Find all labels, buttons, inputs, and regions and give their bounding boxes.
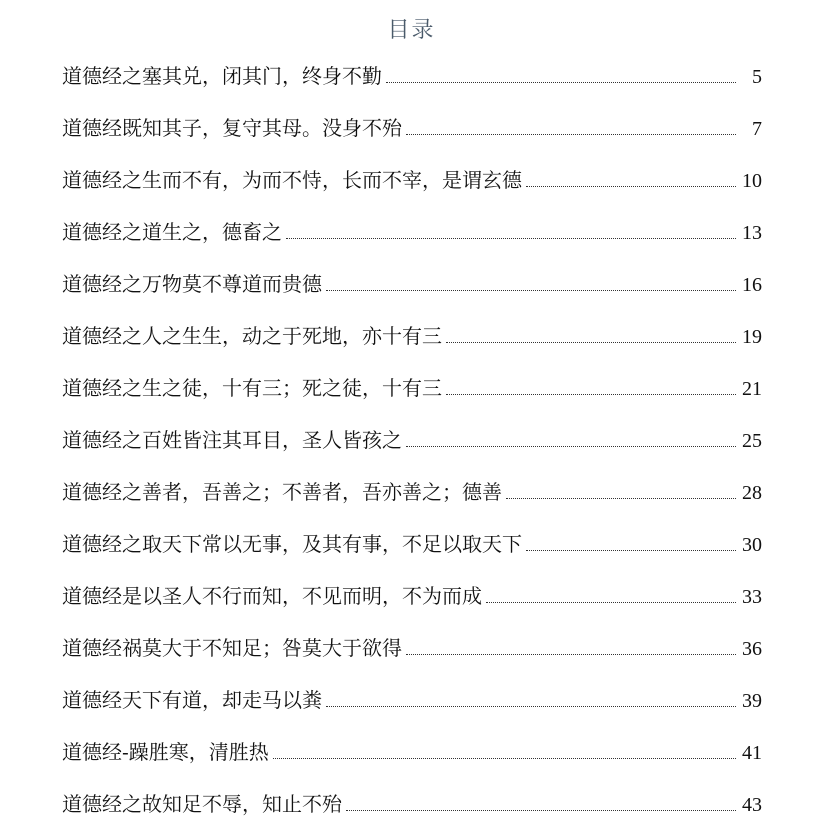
toc-dot-leader <box>286 237 736 239</box>
toc-entry[interactable] <box>62 476 762 528</box>
toc-entry[interactable] <box>62 112 762 164</box>
toc-entry-page[interactable]: 25 <box>742 430 762 452</box>
toc-dot-leader <box>506 497 736 499</box>
toc-entry-page[interactable]: 30 <box>742 534 762 556</box>
toc-entry-page[interactable]: 28 <box>742 482 762 504</box>
toc-dot-leader <box>526 185 736 187</box>
toc-entry[interactable] <box>62 580 762 632</box>
toc-dot-leader <box>406 653 736 655</box>
toc-entry-page[interactable]: 39 <box>742 690 762 712</box>
toc-entry-title[interactable]: 道德经是以圣人不行而知，不见而明，不为而成 <box>62 584 482 608</box>
toc-entry-title[interactable]: 道德经既知其子，复守其母。没身不殆 <box>62 116 402 140</box>
toc-dot-leader <box>346 809 736 811</box>
toc-dot-leader <box>326 705 736 707</box>
toc-entry[interactable] <box>62 424 762 476</box>
toc-entry-page[interactable]: 41 <box>742 742 762 764</box>
toc-dot-leader <box>326 289 736 291</box>
toc-entry-title[interactable]: 道德经之生而不有，为而不恃，长而不宰，是谓玄德 <box>62 168 522 192</box>
toc-entry[interactable] <box>62 164 762 216</box>
toc-entry-page[interactable]: 7 <box>752 118 762 140</box>
toc-entry[interactable] <box>62 268 762 320</box>
toc-entry-page[interactable]: 36 <box>742 638 762 660</box>
toc-entry-title[interactable]: 道德经天下有道，却走马以粪 <box>62 688 322 712</box>
toc-dot-leader <box>446 341 736 343</box>
toc-entry-page[interactable]: 10 <box>742 170 762 192</box>
toc-dot-leader <box>386 81 736 83</box>
toc-entry[interactable] <box>62 372 762 424</box>
toc-entry-title[interactable]: 道德经之取天下常以无事，及其有事，不足以取天下 <box>62 532 522 556</box>
toc-dot-leader <box>406 445 736 447</box>
toc-entry-title[interactable]: 道德经-躁胜寒，清胜热 <box>62 740 269 764</box>
toc-dot-leader <box>486 601 736 603</box>
toc-entry-title[interactable]: 道德经之万物莫不尊道而贵德 <box>62 272 322 296</box>
toc-entry-page[interactable]: 16 <box>742 274 762 296</box>
toc-dot-leader <box>273 757 736 759</box>
toc-entry[interactable] <box>62 788 762 840</box>
toc-entry-page[interactable]: 13 <box>742 222 762 244</box>
toc-entry-page[interactable]: 33 <box>742 586 762 608</box>
page-title: 目录 <box>387 18 436 43</box>
toc-entry-title[interactable]: 道德经之善者，吾善之；不善者，吾亦善之；德善 <box>62 480 502 504</box>
toc-entry-page[interactable]: 43 <box>742 794 762 816</box>
table-of-contents <box>62 60 762 840</box>
toc-dot-leader <box>406 133 736 135</box>
toc-entry-title[interactable]: 道德经之人之生生，动之于死地，亦十有三 <box>62 324 442 348</box>
toc-entry-title[interactable]: 道德经之故知足不辱，知止不殆 <box>62 792 342 816</box>
toc-entry-page[interactable]: 21 <box>742 378 762 400</box>
toc-entry-title[interactable]: 道德经之百姓皆注其耳目，圣人皆孩之 <box>62 428 402 452</box>
toc-entry-title[interactable]: 道德经之道生之，德畜之 <box>62 220 282 244</box>
toc-entry-page[interactable]: 5 <box>752 66 762 88</box>
toc-dot-leader <box>446 393 736 395</box>
toc-dot-leader <box>526 549 736 551</box>
toc-entry[interactable] <box>62 736 762 788</box>
toc-entry[interactable] <box>62 320 762 372</box>
toc-entry-title[interactable]: 道德经之塞其兑，闭其门，终身不勤 <box>62 64 382 88</box>
toc-entry[interactable] <box>62 60 762 112</box>
toc-entry-title[interactable]: 道德经祸莫大于不知足；咎莫大于欲得 <box>62 636 402 660</box>
toc-entry-page[interactable]: 19 <box>742 326 762 348</box>
toc-entry[interactable] <box>62 216 762 268</box>
toc-entry[interactable] <box>62 632 762 684</box>
toc-entry[interactable] <box>62 684 762 736</box>
toc-entry[interactable] <box>62 528 762 580</box>
toc-entry-title[interactable]: 道德经之生之徒，十有三；死之徒，十有三 <box>62 376 442 400</box>
